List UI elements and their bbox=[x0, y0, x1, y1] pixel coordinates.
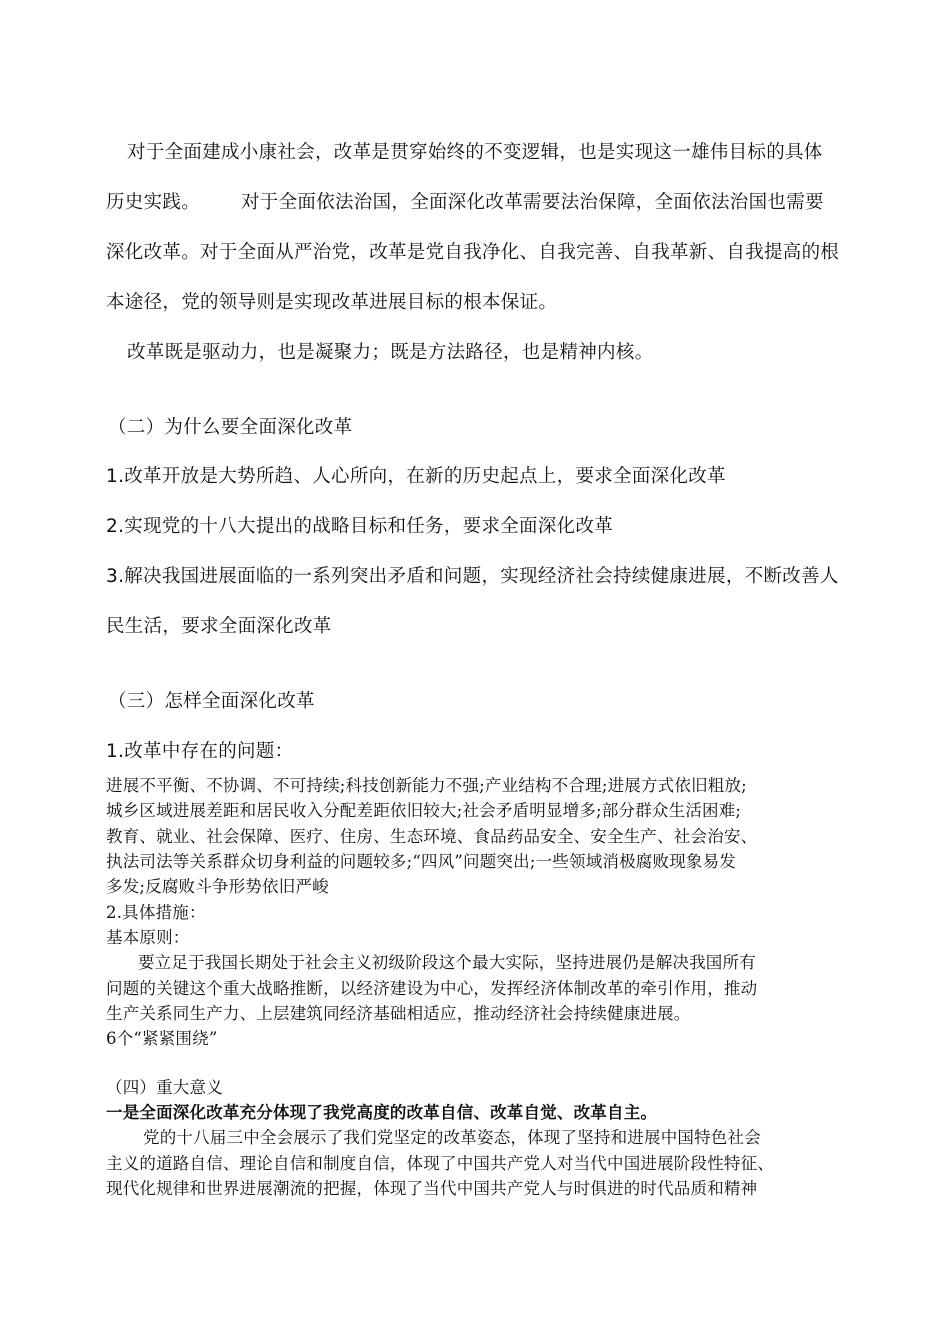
paragraph-line: 对于全面依法治国，全面深化改革需要法治保障，全面依法治国也需要 bbox=[241, 192, 824, 213]
body-line: 党的十八届三中全会展示了我们党坚定的改革姿态，体现了坚持和进展中国特色社会 bbox=[143, 1128, 761, 1147]
six-item-label: 6个“紧紧围绕” bbox=[106, 1029, 218, 1048]
principle-line: 生产关系同生产力、上层建筑同经济基础相适应，推动经济社会持续健康进展。 bbox=[106, 1004, 691, 1023]
body-line: 主义的道路自信、理论自信和制度自信，体现了中国共产党人对当代中国进展阶段性特征、 bbox=[106, 1154, 774, 1173]
bold-statement: 一是全面深化改革充分体现了我党高度的改革自信、改革自觉、改革自主。 bbox=[106, 1103, 658, 1122]
body-line: 现代化规律和世界进展潮流的把握，体现了当代中国共产党人与时俱进的时代品质和精神 bbox=[106, 1179, 758, 1198]
principle-label: 基本原则： bbox=[106, 928, 190, 947]
paragraph-line: 本途径，党的领导则是实现改革进展目标的根本保证。 bbox=[106, 292, 558, 313]
problem-line: 教育、就业、社会保障、医疗、住房、生态环境、食品药品安全、安全生产、社会治安、 bbox=[106, 827, 758, 846]
paragraph-line: 深化改革。对于全面从严治党，改革是党自我净化、自我完善、自我革新、自我提高的根 bbox=[106, 242, 840, 263]
paragraph-line: 历史实践。 bbox=[106, 192, 201, 213]
list-item: 2.实现党的十八大提出的战略目标和任务，要求全面深化改革 bbox=[106, 516, 614, 537]
list-item: 1.改革开放是大势所趋、人心所向，在新的历史起点上，要求全面深化改革 bbox=[106, 466, 726, 487]
problem-line: 多发;反腐败斗争形势依旧严峻 bbox=[106, 877, 329, 896]
problem-line: 执法司法等关系群众切身利益的问题较多;“四风”问题突出;一些领域消极腐败现象易发 bbox=[106, 852, 736, 871]
list-item: 民生活，要求全面深化改革 bbox=[106, 616, 332, 637]
list-item: 3.解决我国进展面临的一系列突出矛盾和问题，实现经济社会持续健康进展，不断改善人 bbox=[106, 566, 839, 587]
subheading: 1.改革中存在的问题： bbox=[106, 741, 294, 762]
principle-line: 问题的关键这个重大战略推断，以经济建设为中心，发挥经济体制改革的牵引作用，推动 bbox=[106, 979, 758, 998]
problem-line: 进展不平衡、不协调、不可持续;科技创新能力不强;产业结构不合理;进展方式依旧粗放; bbox=[106, 776, 747, 795]
paragraph-line: 改革既是驱动力，也是凝聚力；既是方法路径，也是精神内核。 bbox=[127, 342, 654, 363]
problem-line: 城乡区域进展差距和居民收入分配差距依旧较大;社会矛盾明显增多;部分群众生活困难; bbox=[106, 801, 742, 820]
section-heading: （三）怎样全面深化改革 bbox=[108, 691, 315, 712]
principle-line: 要立足于我国长期处于社会主义初级阶段这个最大实际，坚持进展仍是解决我国所有 bbox=[138, 953, 756, 972]
section-heading: （二）为什么要全面深化改革 bbox=[108, 417, 353, 438]
subheading: 2.具体措施： bbox=[106, 903, 206, 922]
section-heading: （四）重大意义 bbox=[106, 1078, 223, 1097]
paragraph-line: 对于全面建成小康社会，改革是贯穿始终的不变逻辑，也是实现这一雄伟目标的具体 bbox=[127, 142, 823, 163]
